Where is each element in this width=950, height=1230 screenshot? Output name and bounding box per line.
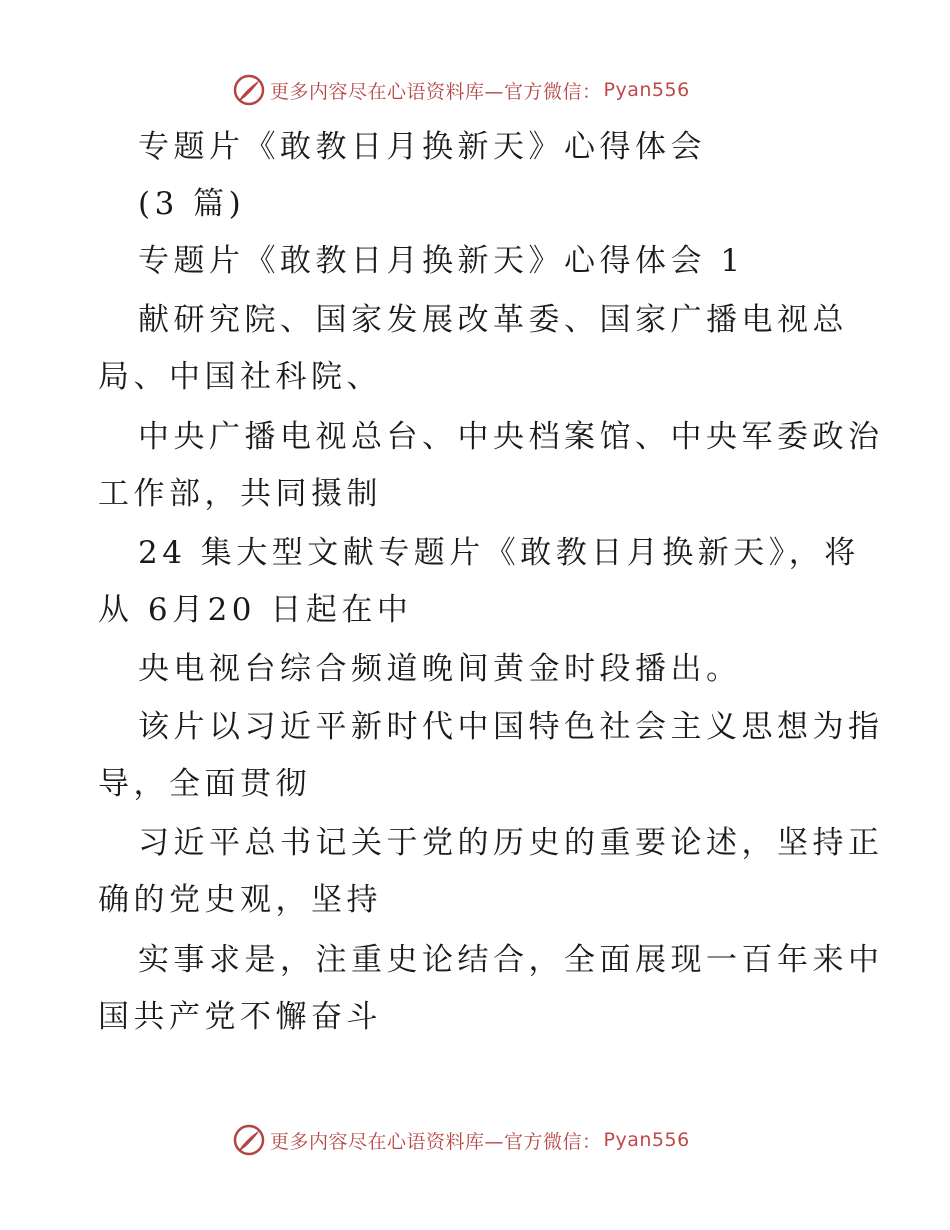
paragraph-line: 国共产党不懈奋斗 <box>98 999 382 1035</box>
paragraph-line: 中央广播电视总台、中央档案馆、中央军委政治 <box>138 419 884 455</box>
quill-logo-icon <box>232 73 266 107</box>
paragraph-line: 献研究院、国家发展改革委、国家广播电视总 <box>138 302 848 338</box>
header-banner-text: 更多内容尽在心语资料库—官方微信： <box>270 80 602 103</box>
section-heading: 专题片《敢教日月换新天》心得体会 1 <box>138 243 745 279</box>
paragraph-line: 工作部，共同摄制 <box>98 476 382 512</box>
paragraph-line: 导，全面贯彻 <box>98 766 311 802</box>
footer-banner <box>232 1122 752 1158</box>
paragraph-line: 央电视台综合频道晚间黄金时段播出。 <box>138 651 742 687</box>
paragraph-line: 局、中国社科院、 <box>98 359 382 395</box>
paragraph-line: 确的党史观，坚持 <box>98 882 382 918</box>
footer-wechat-id: Pyan556 <box>603 1129 690 1151</box>
footer-banner-text: 更多内容尽在心语资料库—官方微信： <box>270 1130 602 1153</box>
quill-logo-icon <box>232 1123 266 1157</box>
paragraph-line: 实事求是，注重史论结合，全面展现一百年来中 <box>138 942 884 978</box>
paragraph-line: 习近平总书记关于党的历史的重要论述，坚持正 <box>138 825 884 861</box>
header-banner <box>232 72 752 108</box>
document-subtitle: (3 篇) <box>138 186 246 222</box>
paragraph-line: 从 6月20 日起在中 <box>98 592 413 628</box>
document-title: 专题片《敢教日月换新天》心得体会 <box>138 129 706 165</box>
paragraph-line: 该片以习近平新时代中国特色社会主义思想为指 <box>138 709 884 745</box>
header-wechat-id: Pyan556 <box>603 79 690 101</box>
paragraph-line: 24 集大型文献专题片《敢教日月换新天》，将 <box>138 535 860 571</box>
